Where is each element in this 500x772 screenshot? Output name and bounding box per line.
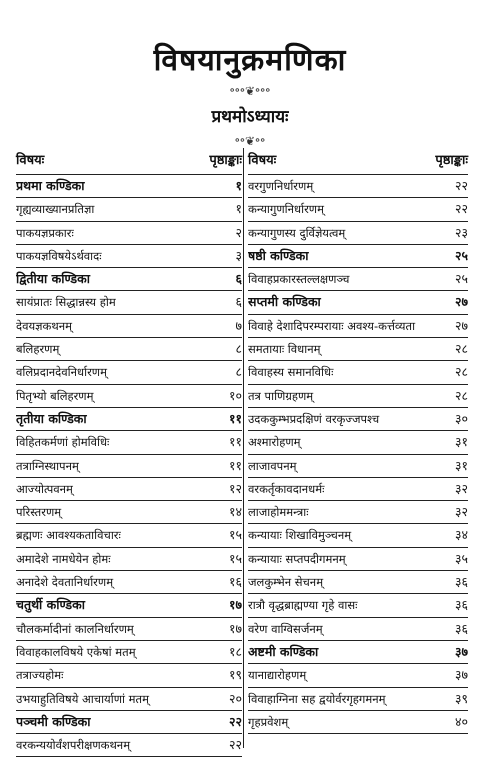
entry-title: सायंप्रातः सिद्धान्नस्य होम bbox=[16, 295, 116, 310]
section-title: चतुर्थी कण्डिका bbox=[16, 597, 85, 613]
entry-title: विवाहाग्निना सह द्वयोर्वरगृहगमनम् bbox=[248, 691, 386, 706]
page-number: २५ bbox=[454, 247, 468, 263]
entry-title: विहितकर्मणां होमविधिः bbox=[16, 435, 110, 450]
entry-title: तत्र पाणिग्रहणम् bbox=[248, 388, 314, 403]
toc-header bbox=[248, 148, 468, 175]
toc-right-column bbox=[248, 148, 468, 734]
toc-entry-row bbox=[248, 501, 468, 524]
entry-title: देवयज्ञकथनम् bbox=[16, 318, 72, 333]
header-subject: विषयः bbox=[248, 153, 277, 168]
page-number: २२ bbox=[454, 201, 468, 217]
entry-title: लाजाहोममन्त्राः bbox=[248, 505, 309, 520]
column-divider bbox=[243, 148, 244, 748]
entry-title: कन्यायाः शिखाविमुञ्चनम् bbox=[248, 528, 352, 543]
toc-entry-row bbox=[16, 524, 242, 547]
section-title: पञ्चमी कण्डिका bbox=[16, 713, 91, 729]
toc-entry-row bbox=[16, 315, 242, 338]
title-ornament: ॰॰॰❦॰॰॰ bbox=[229, 84, 271, 98]
page-number: १५ bbox=[228, 527, 242, 543]
toc-entry-row bbox=[16, 385, 242, 408]
toc-section-row bbox=[248, 641, 468, 664]
page-title: विषयानुक्रमणिका bbox=[153, 43, 347, 78]
entry-title: कन्यागुणस्य दुर्विज्ञेयत्वम् bbox=[248, 225, 346, 240]
entry-title: वरकर्तृकावदानधर्मः bbox=[248, 481, 325, 496]
page-number: ३९ bbox=[454, 690, 468, 706]
toc-entry-row bbox=[248, 175, 468, 198]
toc-entry-row bbox=[248, 385, 468, 408]
page-number: २५ bbox=[454, 271, 468, 287]
toc-entry-row bbox=[248, 524, 468, 547]
section-title: तृतीया कण्डिका bbox=[16, 410, 87, 426]
entry-title: बलिहरणम् bbox=[16, 342, 60, 357]
toc-header bbox=[16, 148, 242, 175]
page-number: ६ bbox=[235, 294, 242, 310]
entry-title: जलकुम्भेन सेचनम् bbox=[248, 575, 324, 590]
entry-title: विवाहप्रकारस्तल्लक्षणञ्च bbox=[248, 272, 350, 287]
entry-title: अश्मारोहणम् bbox=[248, 435, 301, 450]
entry-title: वलिप्रदानदेवनिर्धारणम् bbox=[16, 365, 107, 380]
page-number: २८ bbox=[454, 341, 468, 357]
header-page: पृष्ठाङ्काः bbox=[209, 153, 242, 168]
toc-entry-row bbox=[16, 478, 242, 501]
toc-entry-row bbox=[16, 734, 242, 757]
page-number: ३७ bbox=[454, 667, 468, 683]
page-number: २७ bbox=[454, 318, 468, 334]
entry-title: गृह्यव्याख्यानप्रतिज्ञा bbox=[16, 202, 95, 217]
toc-entry-row bbox=[248, 222, 468, 245]
entry-title: पितृभ्यो बलिहरणम् bbox=[16, 388, 94, 403]
page-number: २ bbox=[235, 224, 242, 240]
toc-entry-row bbox=[16, 688, 242, 711]
entry-title: पाकयज्ञप्रकारः bbox=[16, 225, 74, 240]
entry-title: रात्रौ वृद्धब्राह्मण्या गृहे वासः bbox=[248, 598, 358, 613]
page-number: ३६ bbox=[454, 597, 468, 613]
page-number: ३५ bbox=[454, 550, 468, 566]
entry-title: ब्रह्मणः आवश्यकताविचारः bbox=[16, 528, 121, 543]
entry-title: वरगुणनिर्धारणम् bbox=[248, 179, 314, 193]
entry-title: गृहप्रवेशम् bbox=[248, 714, 289, 729]
page-number: ३२ bbox=[454, 504, 468, 520]
page-number: ११ bbox=[228, 457, 242, 473]
section-title: प्रथमा कण्डिका bbox=[16, 178, 85, 193]
toc-entry-row bbox=[16, 641, 242, 664]
page-number: ३७ bbox=[454, 643, 468, 659]
toc-entry-row bbox=[16, 618, 242, 641]
entry-title: वरेण वाग्विसर्जनम् bbox=[248, 621, 323, 636]
toc-entry-row bbox=[16, 501, 242, 524]
page-number: ८ bbox=[235, 364, 242, 380]
toc-entry-row bbox=[16, 245, 242, 268]
toc-section-row bbox=[16, 268, 242, 291]
page-number: ७ bbox=[235, 317, 242, 333]
page-number: २३ bbox=[454, 224, 468, 240]
page-number: १५ bbox=[228, 550, 242, 566]
toc-entry-row bbox=[248, 198, 468, 221]
toc-entry-row bbox=[248, 548, 468, 571]
toc-entry-row bbox=[248, 408, 468, 431]
page-number: ३१ bbox=[454, 457, 468, 473]
page-number: ३४ bbox=[454, 527, 468, 543]
toc-entry-row bbox=[248, 571, 468, 594]
section-title: अष्टमी कण्डिका bbox=[248, 643, 319, 659]
entry-title: विवाहस्य समानविधिः bbox=[248, 365, 334, 380]
toc-entry-row bbox=[248, 594, 468, 617]
page-number: ३६ bbox=[454, 620, 468, 636]
page-number: १७ bbox=[228, 620, 242, 636]
entry-title: समतायाः विधानम् bbox=[248, 342, 321, 357]
entry-title: वरकन्ययोर्वंशपरीक्षणकथनम् bbox=[16, 738, 131, 753]
toc-entry-row bbox=[248, 711, 468, 734]
entry-title: कन्यायाः सप्तपदीगमनम् bbox=[248, 551, 346, 566]
page-number: २२ bbox=[454, 178, 468, 193]
entry-title: तत्राज्यहोमः bbox=[16, 668, 64, 683]
page-number: ११ bbox=[228, 434, 242, 450]
toc-entry-row bbox=[16, 291, 242, 314]
entry-title: पाकयज्ञविषयेऽर्थवादः bbox=[16, 248, 102, 263]
entry-title: उभयाहुतिविषये आचार्याणां मतम् bbox=[16, 691, 149, 706]
toc-section-row bbox=[16, 175, 242, 198]
toc-entry-row bbox=[16, 455, 242, 478]
page-number: ११ bbox=[228, 410, 242, 426]
toc-section-row bbox=[248, 291, 468, 314]
section-title: षष्ठी कण्डिका bbox=[248, 247, 309, 263]
toc-entry-row bbox=[16, 548, 242, 571]
toc-entry-row bbox=[16, 431, 242, 454]
page-number: १७ bbox=[228, 597, 242, 613]
toc-entry-row bbox=[248, 664, 468, 687]
page-number: १६ bbox=[228, 574, 242, 590]
toc-entry-row bbox=[248, 315, 468, 338]
page-number: १० bbox=[228, 387, 242, 403]
page-number: २८ bbox=[454, 364, 468, 380]
toc-entry-row bbox=[248, 361, 468, 384]
page-number: ३१ bbox=[454, 434, 468, 450]
page-number: ३ bbox=[235, 247, 242, 263]
toc-entry-row bbox=[16, 361, 242, 384]
toc-entry-row bbox=[16, 222, 242, 245]
toc-entry-row bbox=[248, 618, 468, 641]
toc-entry-row bbox=[248, 478, 468, 501]
toc-entry-row bbox=[248, 455, 468, 478]
entry-title: विवाहे देशादिपरम्परायाः अवश्य-कर्त्तव्यता bbox=[248, 318, 416, 333]
entry-title: तत्राग्निस्थापनम् bbox=[16, 458, 79, 473]
toc-entry-row bbox=[16, 198, 242, 221]
page-number: १४ bbox=[228, 504, 242, 520]
section-title: द्वितीया कण्डिका bbox=[16, 271, 90, 287]
page-number: ४० bbox=[454, 713, 468, 729]
page-number: १९ bbox=[228, 667, 242, 683]
page-number: ६ bbox=[235, 271, 242, 287]
page-number: १२ bbox=[228, 480, 242, 496]
page-number: २२ bbox=[228, 737, 242, 753]
page-number: ३२ bbox=[454, 480, 468, 496]
toc-section-row bbox=[16, 408, 242, 431]
toc-entry-row bbox=[248, 268, 468, 291]
entry-title: अमादेशे नामधेयेन होमः bbox=[16, 551, 111, 566]
entry-title: यानाद्यारोहणम् bbox=[248, 668, 307, 683]
entry-title: चौलकर्मादीनां कालनिर्धारणम् bbox=[16, 621, 134, 636]
page-number: १८ bbox=[228, 643, 242, 659]
toc-entry-row bbox=[248, 431, 468, 454]
chapter-subtitle: प्रथमोऽध्यायः bbox=[211, 107, 289, 127]
header-page: पृष्ठाङ्काः bbox=[435, 153, 468, 168]
entry-title: परिस्तरणम् bbox=[16, 505, 62, 520]
entry-title: आज्योत्पवनम् bbox=[16, 481, 73, 496]
subtitle-ornament: ॰॰❦॰॰ bbox=[234, 134, 266, 148]
page-number: २७ bbox=[454, 294, 468, 310]
toc-entry-row bbox=[16, 664, 242, 687]
toc-section-row bbox=[16, 594, 242, 617]
entry-title: लाजावपनम् bbox=[248, 458, 297, 473]
page-number: १ bbox=[235, 178, 242, 193]
page-number: २८ bbox=[454, 387, 468, 403]
toc-entry-row bbox=[248, 688, 468, 711]
page-number: १ bbox=[235, 201, 242, 217]
toc-section-row bbox=[248, 245, 468, 268]
header-subject: विषयः bbox=[16, 153, 45, 168]
entry-title: कन्यागुणनिर्धारणम् bbox=[248, 202, 324, 217]
page-number: २० bbox=[228, 690, 242, 706]
page-number: २२ bbox=[228, 713, 242, 729]
page-number: ३६ bbox=[454, 574, 468, 590]
toc-entry-row bbox=[248, 338, 468, 361]
toc-entry-row bbox=[16, 338, 242, 361]
toc-left-column bbox=[16, 148, 242, 757]
entry-title: अनादेशे देवतानिर्धारणम् bbox=[16, 575, 114, 590]
toc-entry-row bbox=[16, 571, 242, 594]
entry-title: विवाहकालविषये एकेषां मतम् bbox=[16, 644, 136, 659]
section-title: सप्तमी कण्डिका bbox=[248, 294, 321, 310]
page-number: ८ bbox=[235, 341, 242, 357]
entry-title: उदककुम्भप्रदक्षिणं वरकृज्जपश्च bbox=[248, 411, 380, 426]
page-number: ३० bbox=[454, 410, 468, 426]
toc-section-row bbox=[16, 711, 242, 734]
